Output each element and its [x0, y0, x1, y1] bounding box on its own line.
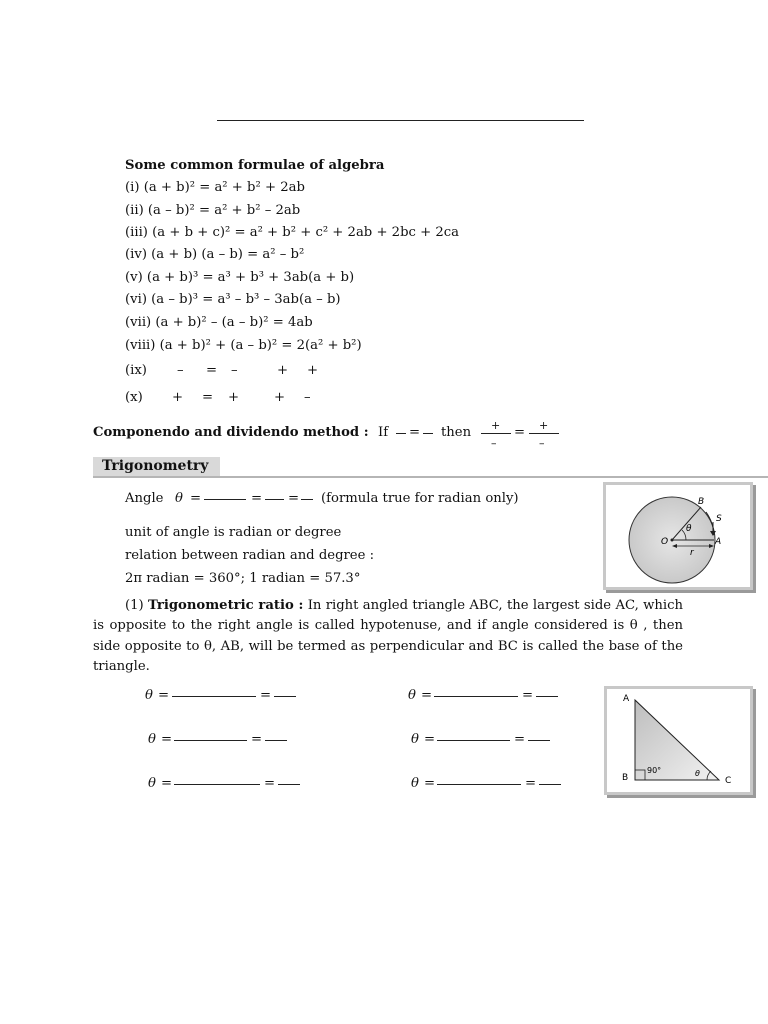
ratio-theta: θ — [411, 732, 419, 747]
fraction-bar — [172, 696, 256, 697]
fraction-bar — [274, 696, 296, 697]
label-a: A — [623, 694, 630, 704]
angle-label: Angle — [125, 491, 164, 506]
ratio-theta: θ — [148, 732, 156, 747]
label-right-angle: 90° — [647, 766, 662, 775]
angle-equals: = — [251, 491, 263, 506]
formula-7: (vii) (a + b)² – (a – b)² = 4ab — [125, 315, 313, 330]
ratio-equals: = — [424, 732, 436, 747]
fraction-bar — [396, 433, 406, 434]
label-a: A — [715, 537, 722, 547]
fraction-bar — [481, 433, 511, 434]
ratio-equals: = — [264, 776, 276, 791]
header-rule — [217, 120, 584, 121]
formula-6: (vi) (a – b)³ = a³ – b³ – 3ab(a – b) — [125, 292, 341, 307]
formula-note: (formula true for radian only) — [321, 491, 519, 506]
formula-9-symbol: – — [177, 363, 184, 378]
formula-1: (i) (a + b)² = a² + b² + 2ab — [125, 180, 305, 195]
trigonometry-title: Trigonometry — [93, 457, 220, 476]
fraction-bar — [437, 740, 510, 741]
trig-ratio-paragraph — [93, 596, 683, 677]
conversion-line: 2π radian = 360°; 1 radian = 57.3° — [125, 571, 361, 586]
componendo-denominator: – — [539, 437, 545, 450]
ratio-equals: = — [522, 688, 534, 703]
formula-10-symbol: = — [202, 390, 214, 405]
fraction-bar — [536, 696, 558, 697]
ratio-number: (1) — [125, 598, 144, 613]
formula-9-symbol: – — [231, 363, 238, 378]
ratio-equals: = — [158, 688, 170, 703]
formula-10-symbol: + — [274, 390, 286, 405]
ratio-equals: = — [424, 776, 436, 791]
fraction-bar — [423, 433, 433, 434]
formula-10-symbol: + — [228, 390, 240, 405]
fraction-bar — [434, 696, 518, 697]
angle-equals: = — [190, 491, 202, 506]
componendo-denominator: – — [491, 437, 497, 450]
label-theta: θ — [686, 524, 692, 534]
fraction-bar — [174, 740, 247, 741]
label-r: r — [690, 548, 694, 558]
label-b: B — [622, 773, 629, 783]
section-rule — [93, 476, 768, 478]
componendo-if: If — [378, 425, 389, 440]
fraction-bar — [174, 784, 260, 785]
formula-9-symbol: + — [277, 363, 289, 378]
triangle-figure — [604, 686, 753, 795]
fraction-bar — [265, 740, 287, 741]
formula-3: (iii) (a + b + c)² = a² + b² + c² + 2ab + 2bc + 2ca — [125, 225, 459, 240]
formula-10-label: (x) — [125, 390, 143, 405]
fraction-bar — [301, 499, 313, 500]
fraction-bar — [204, 499, 246, 500]
formula-2: (ii) (a – b)² = a² + b² – 2ab — [125, 203, 301, 218]
ratio-equals: = — [421, 688, 433, 703]
ratio-theta: θ — [148, 776, 156, 791]
ratio-equals: = — [525, 776, 537, 791]
ratio-equals: = — [514, 732, 526, 747]
label-theta: θ — [695, 769, 700, 778]
ratio-equals: = — [161, 776, 173, 791]
unit-line: unit of angle is radian or degree — [125, 525, 342, 540]
formula-9-symbol: = — [206, 363, 218, 378]
componendo-numerator: + — [491, 419, 501, 432]
fraction-bar — [265, 499, 284, 500]
componendo-label: Componendo and dividendo method : — [93, 425, 369, 440]
fraction-bar — [528, 740, 550, 741]
formula-4: (iv) (a + b) (a – b) = a² – b² — [125, 247, 305, 262]
formula-10-symbol: – — [304, 390, 311, 405]
circle-diagram — [606, 485, 750, 587]
label-b: B — [698, 497, 705, 507]
fraction-bar — [278, 784, 300, 785]
fraction-bar — [437, 784, 521, 785]
ratio-heading: Trigonometric ratio : — [148, 598, 304, 613]
relation-line: relation between radian and degree : — [125, 548, 375, 563]
ratio-equals: = — [260, 688, 272, 703]
triangle-diagram — [607, 689, 750, 792]
formula-10-symbol: + — [172, 390, 184, 405]
componendo-then: then — [441, 425, 472, 440]
componendo-equals: = — [514, 425, 526, 440]
componendo-numerator: + — [539, 419, 549, 432]
algebra-heading: Some common formulae of algebra — [125, 158, 385, 173]
angle-equals: = — [288, 491, 300, 506]
fraction-bar — [529, 433, 559, 434]
label-o: O — [661, 537, 669, 547]
ratio-equals: = — [251, 732, 263, 747]
label-s: S — [716, 514, 722, 524]
formula-9-label: (ix) — [125, 363, 147, 378]
circle-figure — [603, 482, 753, 590]
label-c: C — [725, 776, 732, 786]
ratio-text: In right angled triangle ABC, the largest side AC, which is opposite to the right angle is called hypotenuse, and if angle considered is θ , then side opposite to θ, AB, will be termed as perpendicular and BC is called the base of the triangle. — [93, 598, 683, 674]
formula-9-symbol: + — [307, 363, 319, 378]
ratio-equals: = — [161, 732, 173, 747]
ratio-theta: θ — [408, 688, 416, 703]
componendo-equals: = — [409, 425, 421, 440]
ratio-theta: θ — [411, 776, 419, 791]
fraction-bar — [539, 784, 561, 785]
formula-8: (viii) (a + b)² + (a – b)² = 2(a² + b²) — [125, 338, 362, 353]
formula-5: (v) (a + b)³ = a³ + b³ + 3ab(a + b) — [125, 270, 355, 285]
ratio-theta: θ — [145, 688, 153, 703]
theta-symbol: θ — [175, 491, 183, 506]
